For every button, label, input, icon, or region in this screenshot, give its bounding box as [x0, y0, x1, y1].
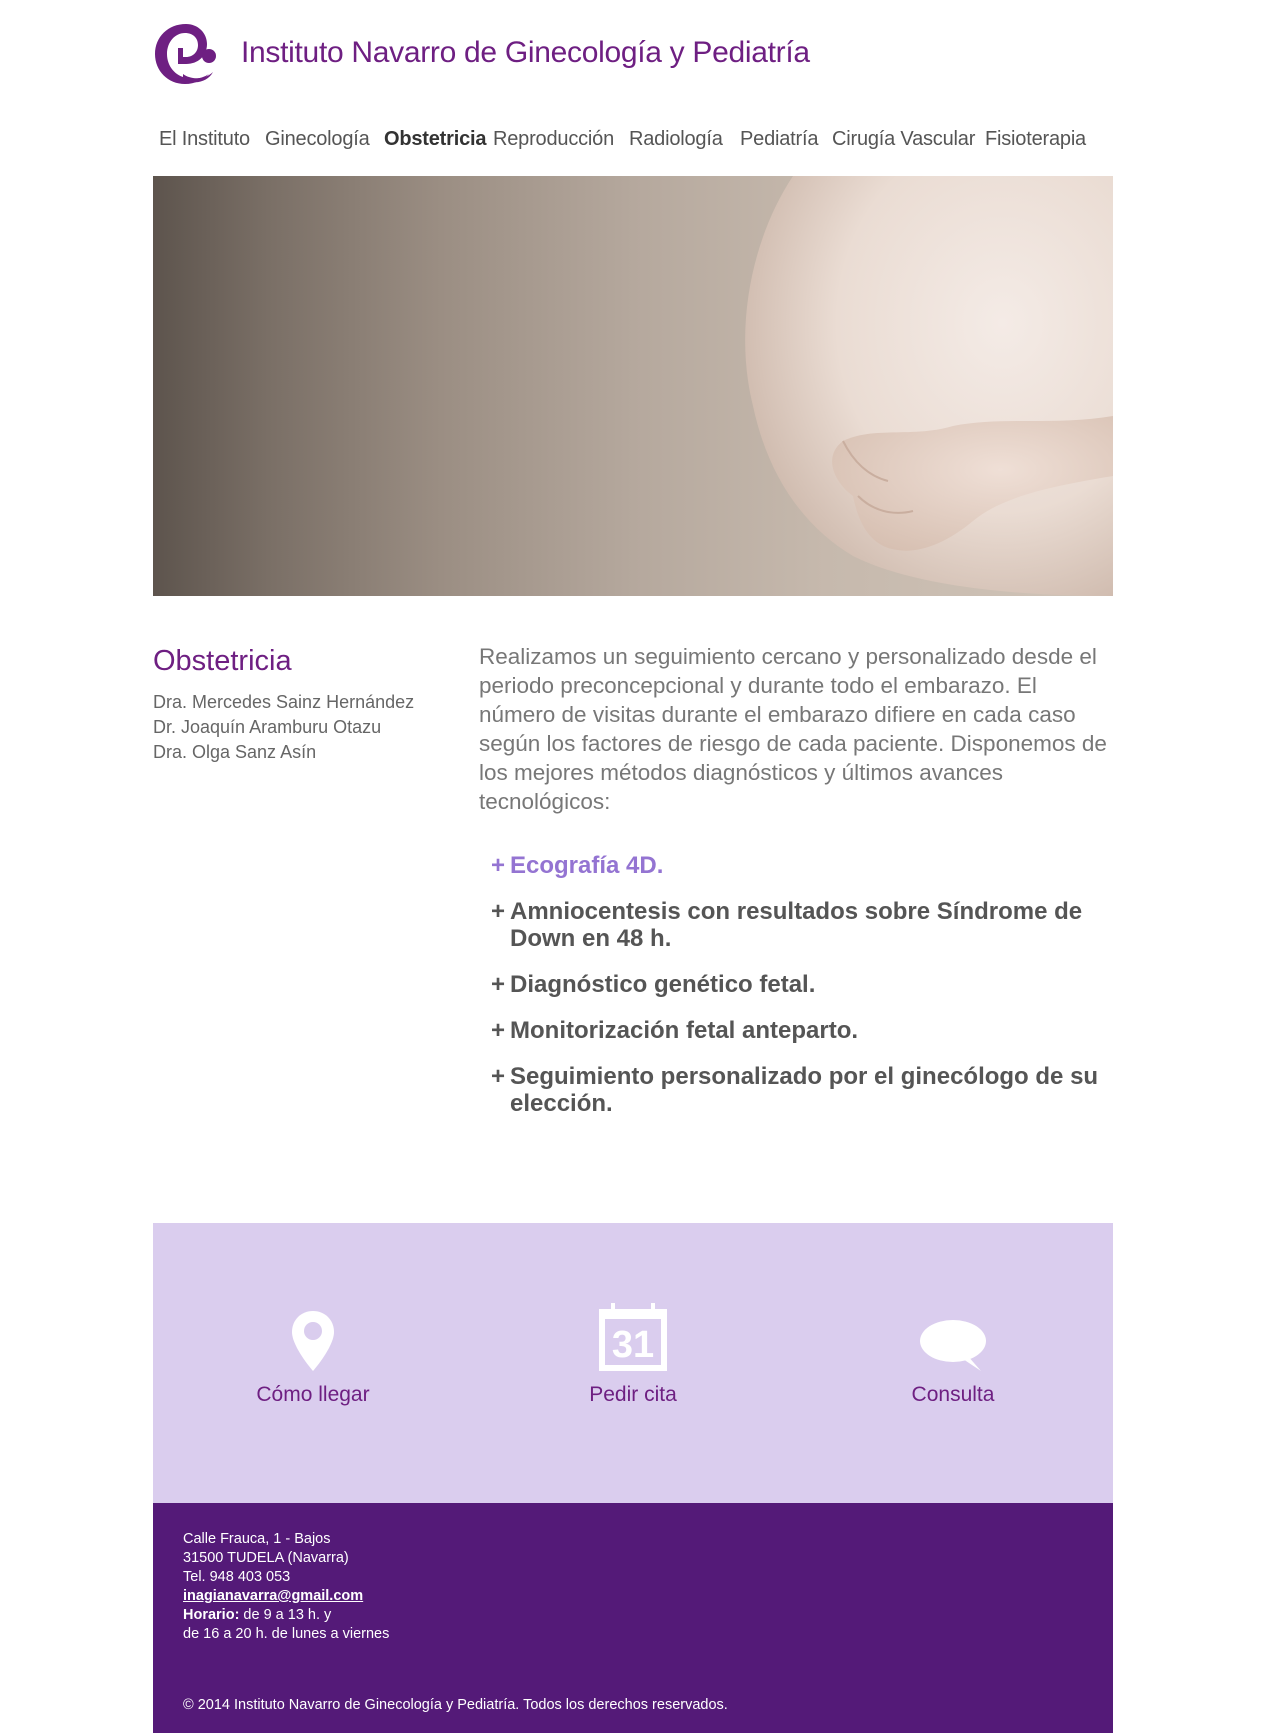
- hero-image: [153, 176, 1113, 596]
- site-header: [153, 22, 1113, 88]
- feature-item: [491, 898, 1119, 952]
- inagia-logo-icon: [153, 22, 219, 86]
- how-to-get-label: Cómo llegar: [256, 1383, 370, 1406]
- consult-button[interactable]: [853, 1293, 1053, 1407]
- calendar-day: 31: [611, 1324, 655, 1366]
- nav-item-ginecologia[interactable]: Ginecología: [265, 128, 370, 150]
- feature-list: [479, 852, 1119, 1117]
- nav-item-pediatria[interactable]: Pediatría: [740, 128, 819, 150]
- feature-label: Ecografía 4D.: [510, 852, 664, 879]
- opening-hours: [183, 1606, 389, 1625]
- feature-label: Amniocentesis con resultados sobre Síndrome de Down en 48 h.: [510, 898, 1083, 952]
- consult-label: Consulta: [911, 1383, 995, 1406]
- map-pin-icon: [213, 1293, 413, 1373]
- nav-item-fisioterapia[interactable]: Fisioterapia: [985, 128, 1086, 150]
- plus-bullet: +: [491, 1017, 506, 1044]
- feature-label: Diagnóstico genético fetal.: [510, 971, 816, 998]
- phone-number: Tel. 948 403 053: [183, 1569, 291, 1585]
- how-to-get-button[interactable]: [213, 1293, 413, 1407]
- hours-label: Horario:: [183, 1607, 240, 1623]
- nav-item-obstetricia[interactable]: Obstetricia: [384, 128, 487, 150]
- action-band: [153, 1223, 1113, 1503]
- plus-bullet: +: [491, 971, 506, 998]
- hours-line: de 16 a 20 h. de lunes a viernes: [183, 1626, 390, 1642]
- nav-item-reproduccion[interactable]: Reproducción: [493, 128, 615, 150]
- feature-label: Monitorización fetal anteparto.: [510, 1017, 859, 1044]
- plus-bullet: +: [491, 1063, 506, 1090]
- feature-label: Seguimiento personalizado por el ginecólogo de su elección.: [510, 1063, 1099, 1117]
- nav-item-radiologia[interactable]: Radiología: [629, 128, 723, 150]
- feature-item[interactable]: [491, 852, 1119, 879]
- feature-item: [491, 971, 1119, 998]
- feature-item: [491, 1063, 1119, 1117]
- appointment-button[interactable]: [533, 1293, 733, 1407]
- section-title: Obstetricia: [153, 645, 292, 677]
- doctor-name: Dr. Joaquín Aramburu Otazu: [153, 717, 382, 737]
- calendar-icon: [533, 1293, 733, 1373]
- address-line: Calle Frauca, 1 - Bajos: [183, 1531, 331, 1547]
- site-footer: [153, 1503, 1113, 1733]
- plus-bullet: +: [491, 852, 506, 879]
- pregnant-belly-photo: [153, 176, 1113, 596]
- nav-item-el-instituto[interactable]: El Instituto: [159, 128, 250, 150]
- speech-bubble-icon: [853, 1293, 1053, 1373]
- nav-item-cirugia-vascular[interactable]: Cirugía Vascular: [832, 128, 976, 150]
- intro-paragraph: Realizamos un seguimiento cercano y personalizado desde el periodo preconcepcional y durante todo el embarazo. El número de visitas durante el embarazo difiere en cada caso según los factores de riesgo de cada paciente. Disponemos de los mejores métodos diagnósticos y últimos avances tecnológicos:: [479, 644, 1107, 814]
- section-content: [479, 642, 1119, 1136]
- copyright: © 2014 Instituto Navarro de Ginecología y Pediatría. Todos los derechos reservados.: [183, 1697, 728, 1713]
- email-link[interactable]: inagianavarra@gmail.com: [183, 1588, 364, 1604]
- contact-info: [183, 1530, 389, 1644]
- section-sidebar: [153, 645, 453, 765]
- doctor-name: Dra. Mercedes Sainz Hernández: [153, 692, 415, 712]
- hours-line: de 9 a 13 h. y: [239, 1607, 332, 1623]
- site-title[interactable]: Instituto Navarro de Ginecología y Pediatría: [241, 36, 810, 69]
- appointment-label: Pedir cita: [589, 1383, 677, 1406]
- feature-item: [491, 1017, 1119, 1044]
- address-line: 31500 TUDELA (Navarra): [183, 1550, 349, 1566]
- plus-bullet: +: [491, 898, 506, 925]
- doctor-name: Dra. Olga Sanz Asín: [153, 742, 317, 762]
